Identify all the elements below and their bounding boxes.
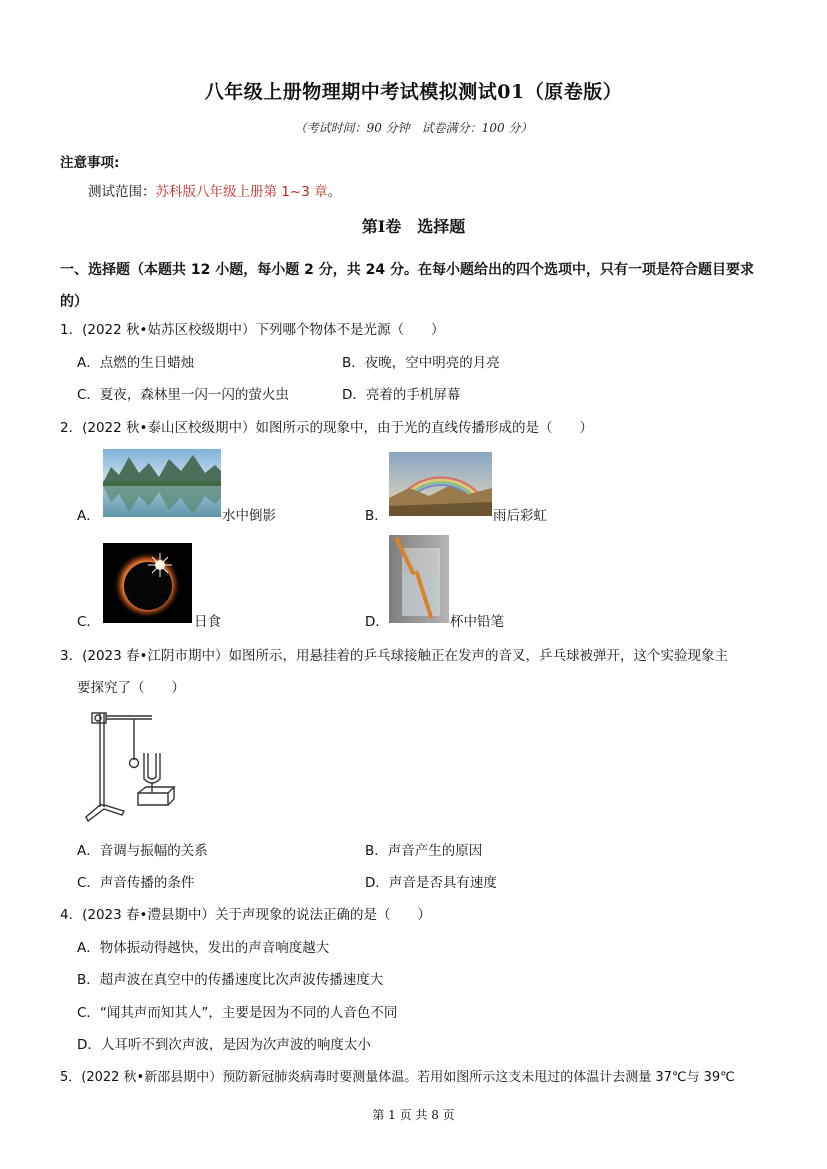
question-2-option-c-letter: C． xyxy=(77,614,100,630)
question-4-option-b: B．超声波在真空中的传播速度比次声波传播速度大 xyxy=(77,972,384,988)
question-5-stem: 5．(2022 秋•新邵县期中）预防新冠肺炎病毒时要测量体温。若用如图所示这支未甩过的体温计去测量 37℃与 39℃ xyxy=(60,1070,735,1085)
question-2-option-a-caption: 水中倒影 xyxy=(222,508,276,524)
question-3-option-a: A．音调与振幅的关系 xyxy=(77,843,208,859)
scope-value: 苏科版八年级上册第 1~3 章 xyxy=(155,184,328,200)
question-4-option-c: C．“闻其声而知其人”，主要是因为不同的人音色不同 xyxy=(77,1005,398,1021)
question-3-stem-line-1: 3．(2023 春•江阴市期中）如图所示，用悬挂着的乒乓球接触正在发声的音叉，乒乓球被弹开，这个实验现象主 xyxy=(60,648,728,664)
page-title: 八年级上册物理期中考试模拟测试01（原卷版） xyxy=(204,81,623,103)
section-title: 第Ⅰ卷 选择题 xyxy=(361,217,466,236)
question-3-option-c: C．声音传播的条件 xyxy=(77,875,195,891)
question-2-option-d-caption: 杯中铅笔 xyxy=(450,614,504,630)
question-2-option-b-caption: 雨后彩虹 xyxy=(493,508,547,524)
question-2-option-a-letter: A． xyxy=(77,508,100,524)
exam-info: （考试时间：90 分钟 试卷满分：100 分） xyxy=(294,121,533,135)
page-footer: 第 1 页 共 8 页 xyxy=(372,1108,455,1122)
question-1-stem: 1．(2022 秋•姑苏区校级期中）下列哪个物体不是光源（ ） xyxy=(60,322,445,338)
question-1-option-b: B．夜晚，空中明亮的月亮 xyxy=(342,355,500,371)
question-4-stem: 4．(2023 春•澧县期中）关于声现象的说法正确的是（ ） xyxy=(60,907,431,923)
question-2-option-b-letter: B． xyxy=(365,508,388,524)
part-heading: 一、选择题（本题共 12 小题，每小题 2 分，共 24 分。在每小题给出的四个选项中，只有一项是符合题目要求的） xyxy=(60,262,754,310)
question-3-option-b: B．声音产生的原因 xyxy=(365,843,483,859)
scope-label: 测试范围： xyxy=(88,184,156,200)
solar-eclipse-image xyxy=(103,543,192,623)
test-scope xyxy=(88,180,341,200)
question-2-option-d-letter: D． xyxy=(365,614,389,630)
pencil-in-cup-image xyxy=(389,535,449,623)
scope-end: 。 xyxy=(327,184,342,200)
landscape-reflection-image xyxy=(103,449,221,517)
question-2-stem: 2．(2022 秋•泰山区校级期中）如图所示的现象中，由于光的直线传播形成的是（ ） xyxy=(60,420,593,436)
notice-heading: 注意事项: xyxy=(60,155,120,171)
tuning-fork-apparatus-image xyxy=(76,705,188,823)
question-4-option-a: A．物体振动得越快，发出的声音响度越大 xyxy=(77,940,330,956)
question-1-option-c: C．夏夜，森林里一闪一闪的萤火虫 xyxy=(77,387,289,403)
question-3-option-d: D．声音是否具有速度 xyxy=(365,875,497,891)
question-2-option-c-caption: 日食 xyxy=(194,614,221,630)
question-1-option-a: A．点燃的生日蜡烛 xyxy=(77,355,195,371)
question-1-option-d: D．亮着的手机屏幕 xyxy=(342,387,461,403)
question-4-option-d: D．人耳听不到次声波，是因为次声波的响度太小 xyxy=(77,1037,371,1053)
question-3-stem-line-2: 要探究了（ ） xyxy=(77,680,185,696)
rainbow-image xyxy=(389,452,492,516)
